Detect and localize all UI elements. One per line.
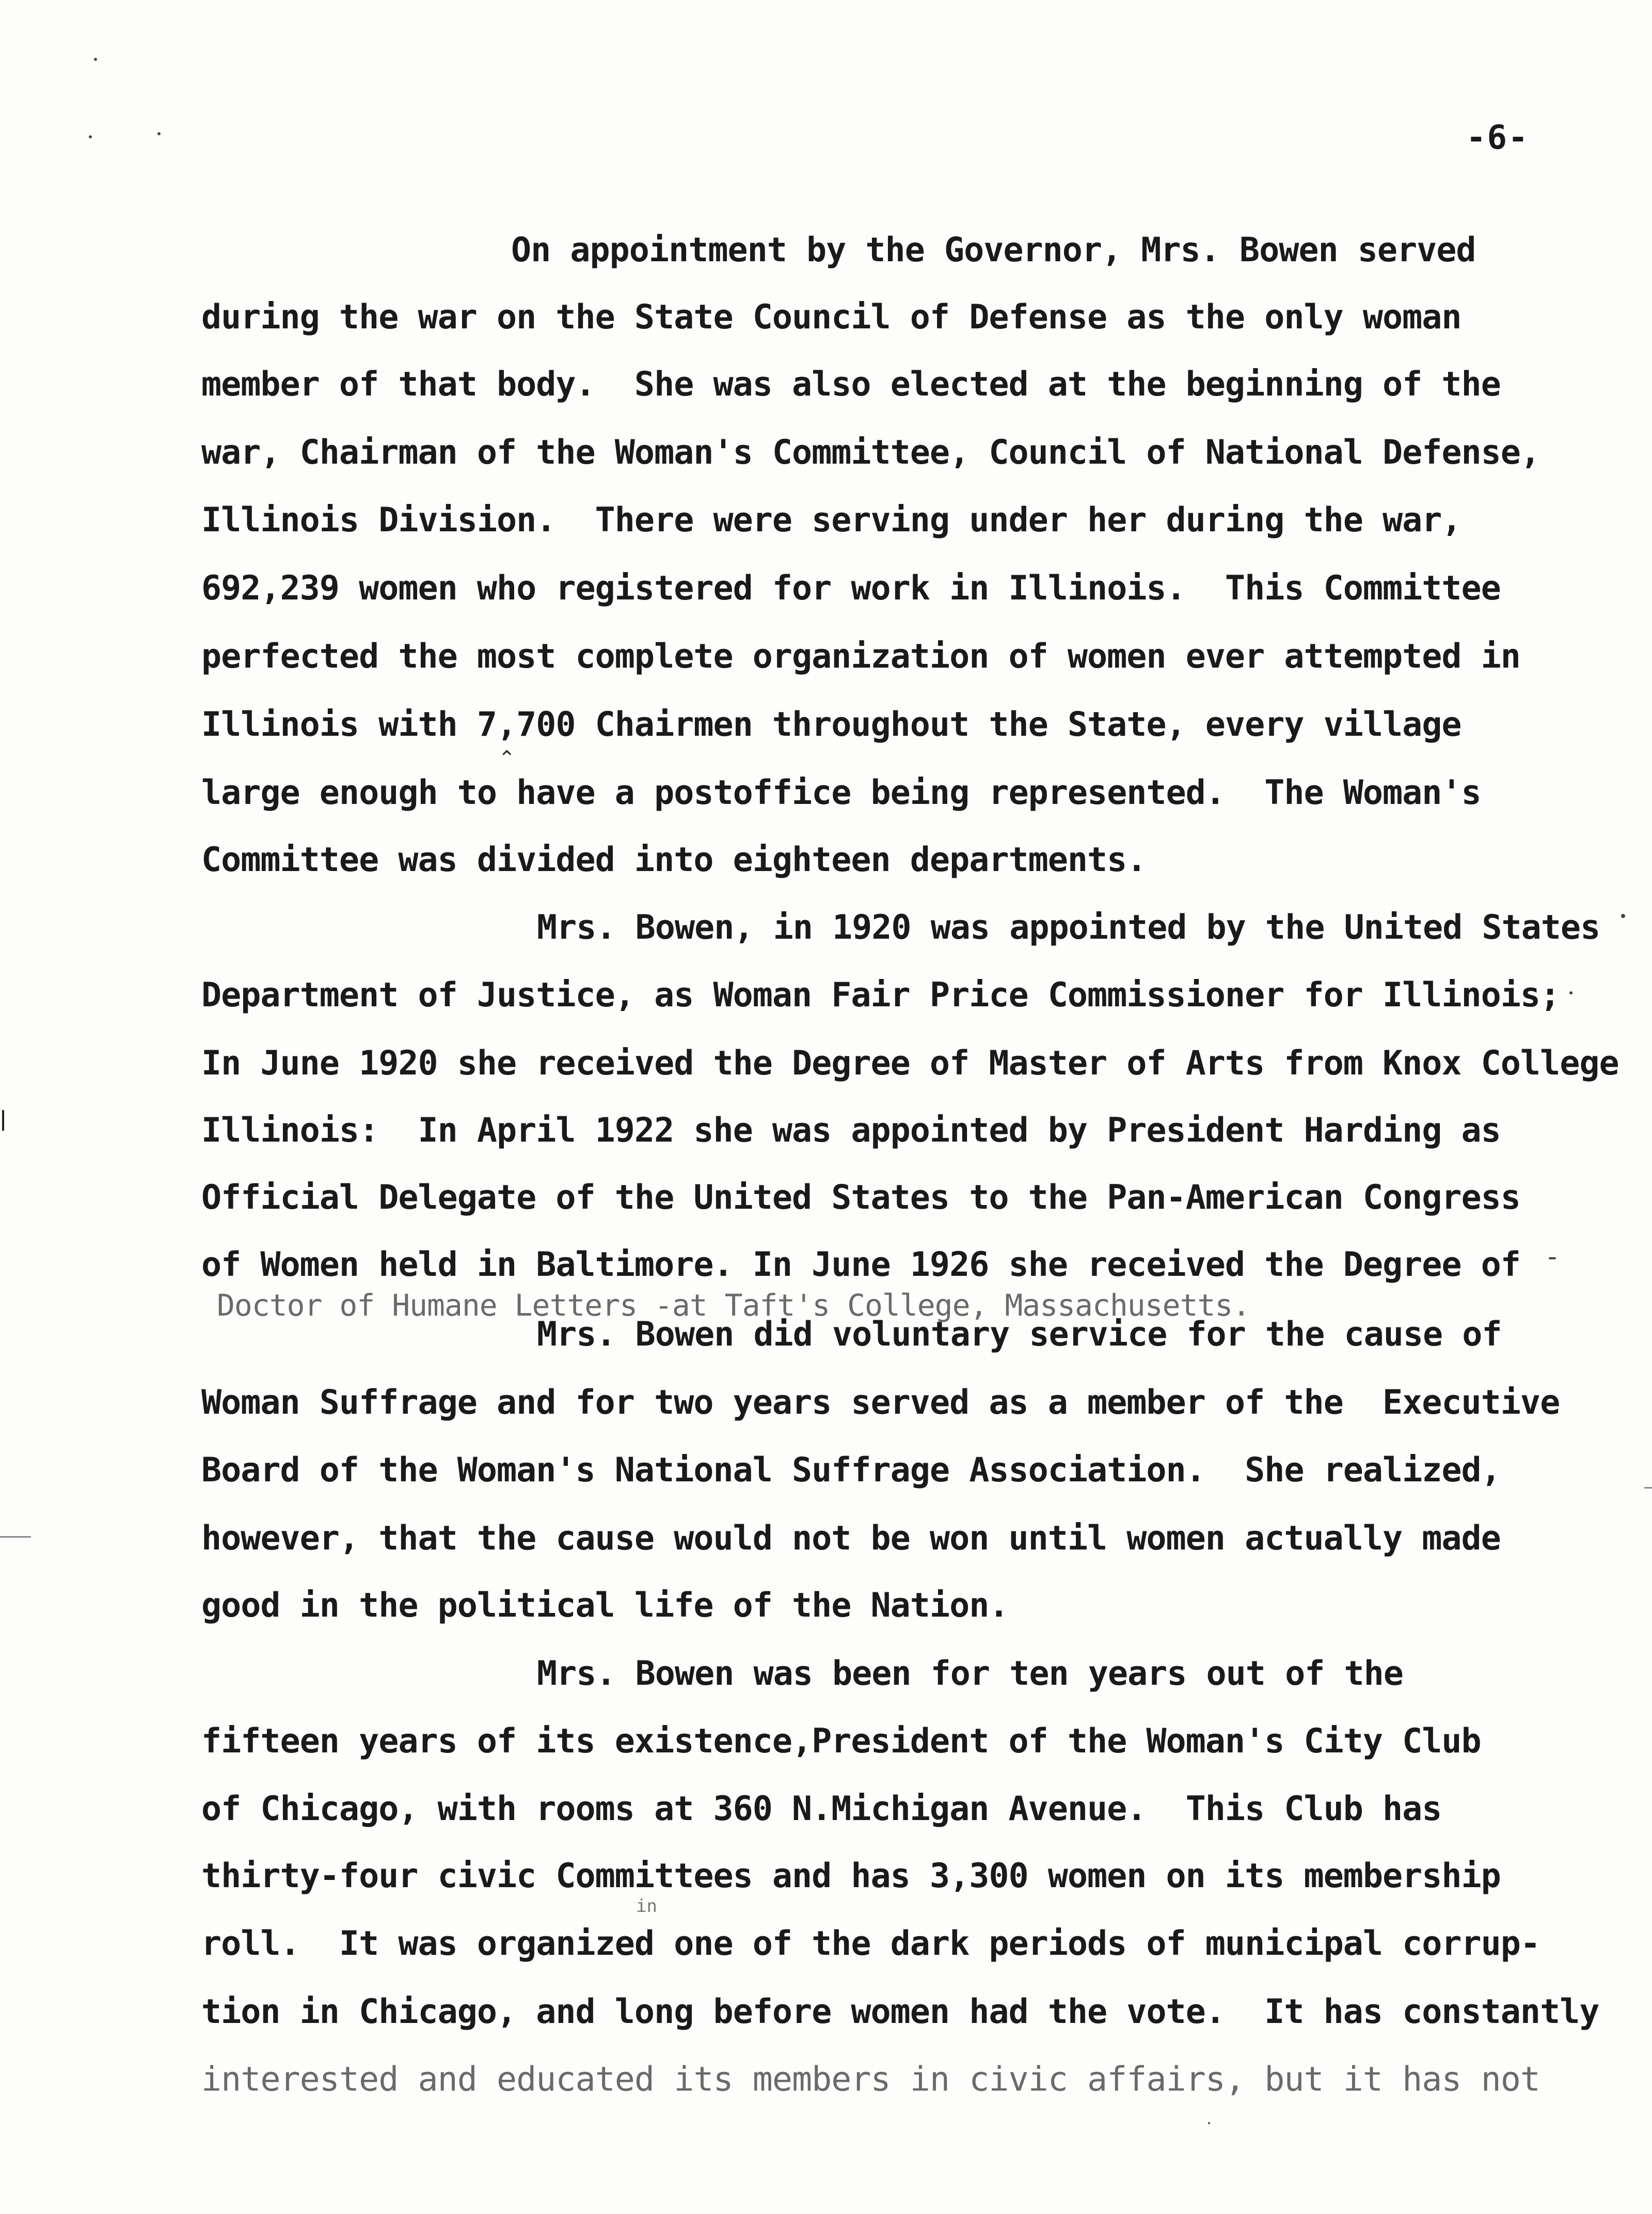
- scan-speck: [157, 132, 161, 135]
- scan-speck: [1621, 914, 1625, 918]
- text-line: Committee was divided into eighteen departments.: [201, 841, 1147, 879]
- page-number: -6-: [1466, 119, 1529, 157]
- text-line: Illinois with 7,700 Chairmen throughout the State, every village: [201, 705, 1462, 744]
- scan-speck: [94, 58, 97, 61]
- text-line: member of that body. She was also elected at the beginning of the: [201, 365, 1501, 404]
- scan-speck: [89, 135, 92, 138]
- text-line: Illinois Division. There were serving under her during the war,: [201, 501, 1462, 540]
- text-line: large enough to have a postoffice being represented. The Woman's: [201, 773, 1481, 812]
- text-line: fifteen years of its existence,President of the Woman's City Club: [201, 1722, 1481, 1761]
- text-line: Official Delegate of the United States to the Pan-American Congress: [201, 1178, 1520, 1217]
- text-line: Woman Suffrage and for two years served as a member of the Executive: [201, 1383, 1560, 1422]
- text-line: of Women held in Baltimore. In June 1926 she received the Degree of: [201, 1245, 1520, 1284]
- text-line: Mrs. Bowen was been for ten years out of the: [537, 1654, 1403, 1693]
- handwritten-insertion: in: [636, 1896, 657, 1917]
- text-line: during the war on the State Council of Defense as the only woman: [201, 298, 1462, 337]
- text-line: war, Chairman of the Woman's Committee, Council of National Defense,: [201, 433, 1540, 472]
- text-line: good in the political life of the Nation.: [201, 1586, 1009, 1625]
- text-line: interested and educated its members in civic affairs, but it has not: [201, 2060, 1540, 2099]
- text-line: Illinois: In April 1922 she was appointed by President Harding as: [201, 1111, 1501, 1150]
- text-line: Board of the Woman's National Suffrage Association. She realized,: [201, 1451, 1501, 1490]
- text-line: of Chicago, with rooms at 360 N.Michigan Avenue. This Club has: [201, 1790, 1442, 1828]
- text-line: Mrs. Bowen, in 1920 was appointed by the United States: [537, 908, 1600, 947]
- scan-speck: [1208, 2122, 1210, 2124]
- scan-speck: [1569, 991, 1572, 994]
- scan-edge-mark: [2, 1110, 4, 1131]
- text-line: tion in Chicago, and long before women had the vote. It has constantly: [201, 1992, 1599, 2031]
- text-line: thirty-four civic Committees and has 3,300 women on its membership: [201, 1857, 1501, 1895]
- scan-speck: [1549, 1257, 1556, 1259]
- text-line: roll. It was organized one of the dark periods of municipal corrup-: [201, 1924, 1540, 1963]
- text-line: Doctor of Humane Letters -at Taft's College, Massachusetts.: [217, 1288, 1250, 1323]
- text-line: Mrs. Bowen did voluntary service for the cause of: [537, 1315, 1502, 1354]
- text-line: Department of Justice, as Woman Fair Price Commissioner for Illinois;: [201, 976, 1560, 1015]
- caret-mark: ⌃: [498, 747, 516, 770]
- text-line: perfected the most complete organization of women ever attempted in: [201, 637, 1520, 676]
- text-line: however, that the cause would not be won until women actually made: [201, 1519, 1501, 1558]
- text-line: 692,239 women who registered for work in Illinois. This Committee: [201, 569, 1501, 608]
- scan-edge-mark: [0, 1536, 31, 1538]
- scan-edge-mark: [1644, 1487, 1652, 1489]
- text-line: On appointment by the Governor, Mrs. Bowen served: [511, 231, 1476, 270]
- text-line: In June 1920 she received the Degree of Master of Arts from Knox College: [201, 1044, 1619, 1083]
